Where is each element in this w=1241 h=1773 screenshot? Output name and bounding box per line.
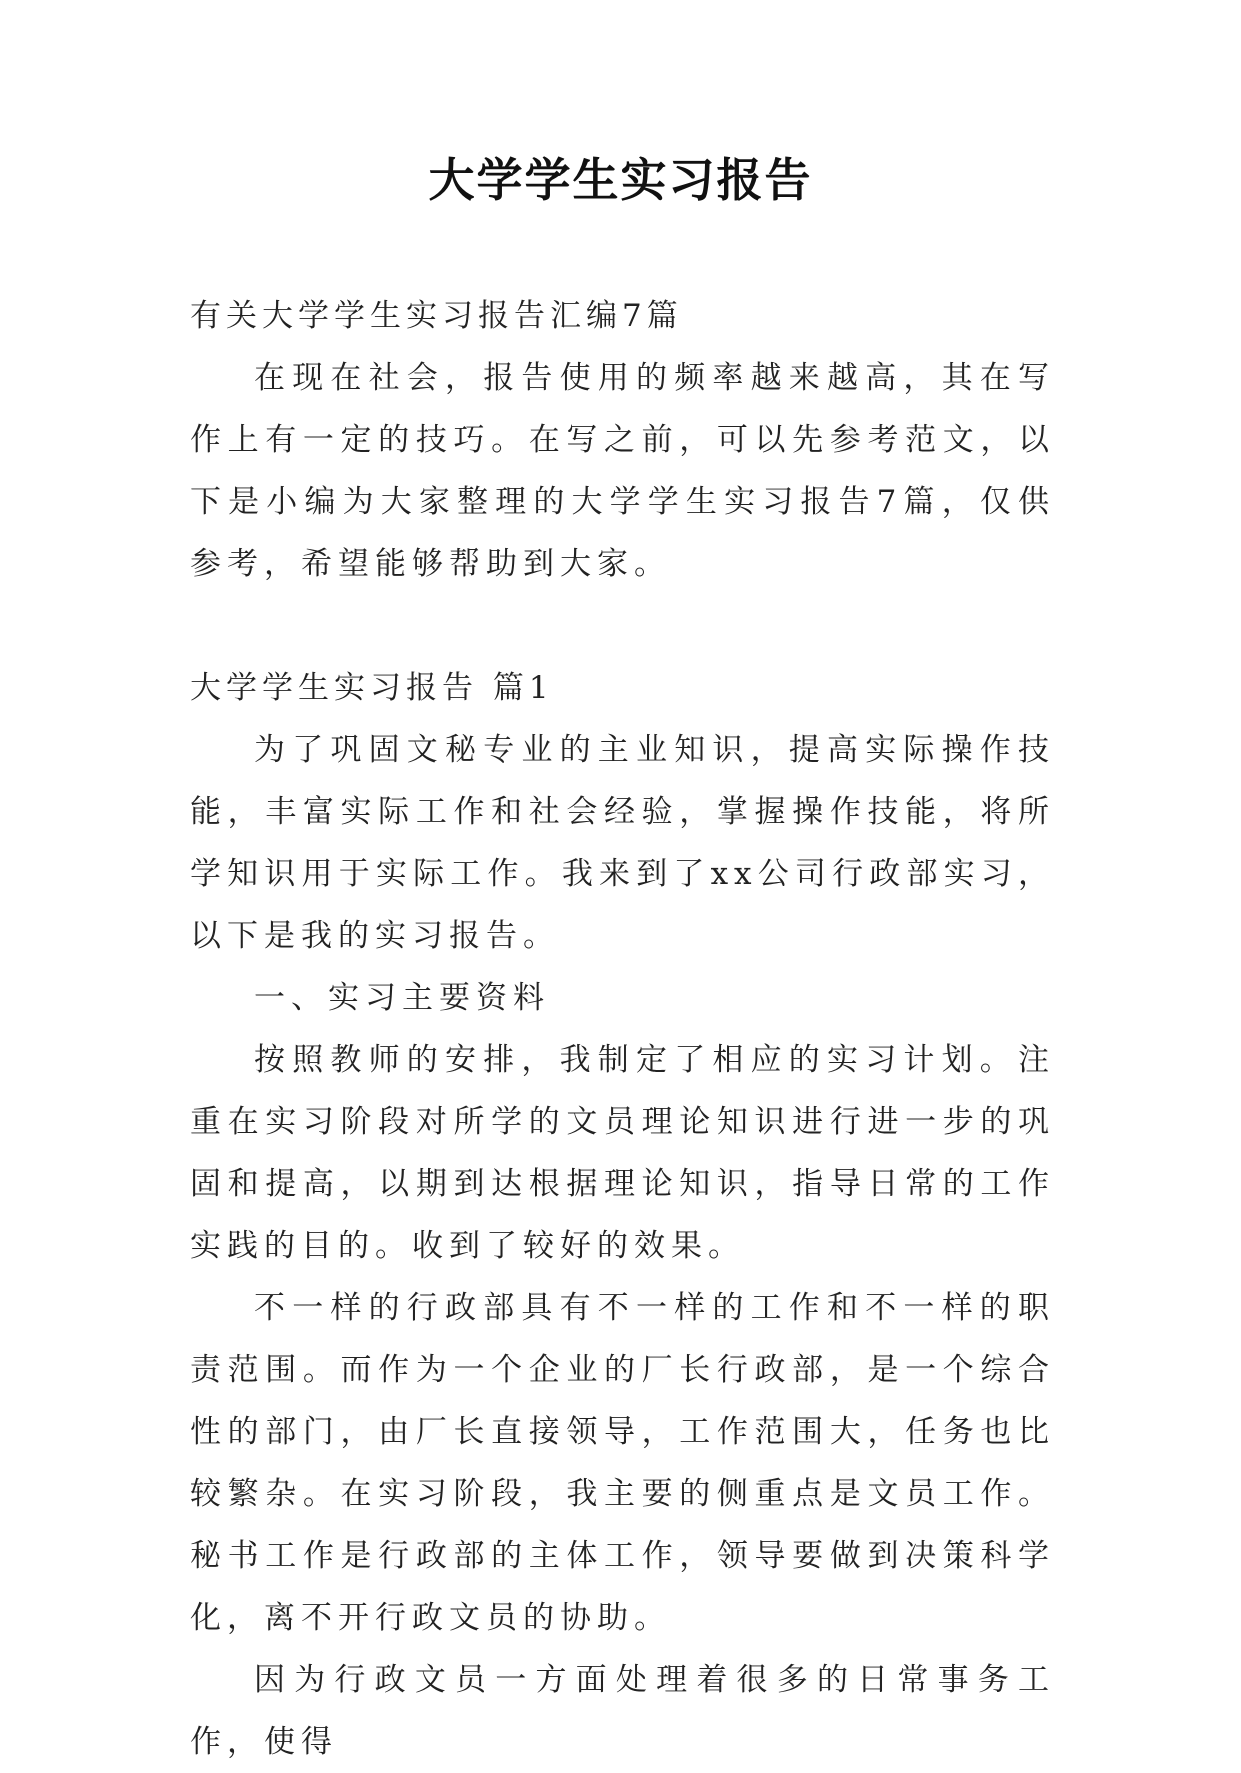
document-subtitle: 有关大学学生实习报告汇编7篇	[190, 298, 683, 334]
document-body	[190, 285, 1055, 1773]
document-title: 大学学生实习报告	[428, 153, 813, 207]
intro-paragraph: 在现在社会，报告使用的频率越来越高，其在写作上有一定的技巧。在写之前，可以先参考范文，以下是小编为大家整理的大学学生实习报告7篇，仅供参考，希望能够帮助到大家。	[190, 360, 1055, 582]
paragraph-spacer	[190, 595, 1055, 657]
body-paragraph: 因为行政文员一方面处理着很多的日常事务工作，使得	[190, 1662, 1055, 1760]
body-paragraph: 为了巩固文秘专业的主业知识，提高实际操作技能，丰富实际工作和社会经验，掌握操作技能，将所学知识用于实际工作。我来到了xx公司行政部实习，以下是我的实习报告。	[190, 732, 1055, 954]
body-paragraph: 按照教师的安排，我制定了相应的实习计划。注重在实习阶段对所学的文员理论知识进行进一步的巩固和提高，以期到达根据理论知识，指导日常的工作实践的目的。收到了较好的效果。	[190, 1042, 1055, 1264]
subsection-heading: 一、实习主要资料	[254, 980, 550, 1016]
section-heading: 大学学生实习报告 篇1	[190, 670, 554, 706]
body-paragraph: 不一样的行政部具有不一样的工作和不一样的职责范围。而作为一个企业的厂长行政部，是一个综合性的部门，由厂长直接领导，工作范围大，任务也比较繁杂。在实习阶段，我主要的侧重点是文员工作。秘书工作是行政部的主体工作，领导要做到决策科学化，离不开行政文员的协助。	[190, 1290, 1055, 1636]
